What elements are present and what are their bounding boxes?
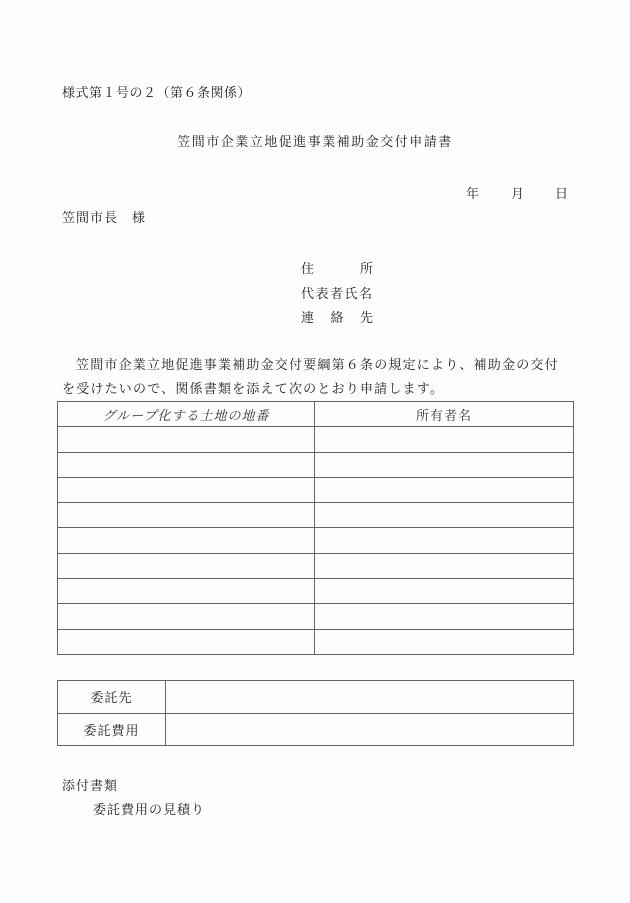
table-row [58,713,574,746]
parcel-number-cell[interactable] [58,427,315,452]
owner-name-cell[interactable] [315,629,574,654]
owner-name-cell[interactable] [315,528,574,553]
owner-name-cell[interactable] [315,477,574,502]
attachments-heading: 添付書類 [62,779,119,794]
consignee-label: 委託先 [58,681,166,714]
address-label-char: 所 [359,262,373,277]
document-title: 笠間市企業立地促進事業補助金交付申請書 [177,135,453,150]
applicant-contact-label [301,307,373,326]
table-row [58,579,574,604]
statement-line-2: を受けたいので、関係書類を添えて次のとおり申請します。 [62,382,445,397]
table-row [58,528,574,553]
table-row [58,503,574,528]
owner-name-cell[interactable] [315,452,574,477]
parcel-number-cell[interactable] [58,579,315,604]
owner-name-cell[interactable] [315,579,574,604]
table-row [58,604,574,629]
address-label-char: 住 [301,262,315,277]
parcel-number-cell[interactable] [58,553,315,578]
table-row [58,452,574,477]
owner-name-cell[interactable] [315,553,574,578]
owner-name-cell[interactable] [315,503,574,528]
parcel-number-cell[interactable] [58,629,315,654]
table-row [58,629,574,654]
consignment-table [57,680,574,746]
addressee-honorific: 様 [132,211,147,226]
table-row [58,553,574,578]
owner-name-cell[interactable] [315,604,574,629]
contact-label-char: 連 [301,311,315,326]
table-header-row [58,402,574,427]
header-owner-name: 所有者名 [315,402,574,427]
parcel-number-cell[interactable] [58,503,315,528]
land-parcel-table [57,401,574,655]
attachment-item: 委託費用の見積り [93,803,206,818]
form-number: 様式第１号の２（第６条関係） [62,86,252,101]
addressee-name: 笠間市長 [62,211,119,226]
consignment-cost-value-cell[interactable] [166,713,574,746]
date-month-label: 月 [511,187,525,202]
owner-name-cell[interactable] [315,427,574,452]
consignee-value-cell[interactable] [166,681,574,714]
parcel-number-cell[interactable] [58,604,315,629]
applicant-representative-label: 代表者氏名 [301,287,374,302]
table-row [58,681,574,714]
parcel-number-cell[interactable] [58,528,315,553]
parcel-number-cell[interactable] [58,477,315,502]
date-day-label: 日 [555,187,569,202]
date-year-label: 年 [466,187,480,202]
application-statement [62,354,577,402]
statement-line-1: 笠間市企業立地促進事業補助金交付要綱第６条の規定により、補助金の交付 [76,358,559,373]
contact-label-char: 先 [359,311,373,326]
contact-label-char: 絡 [330,311,344,326]
table-row [58,477,574,502]
header-parcel-number: グループ化する土地の地番 [58,402,315,427]
consignment-cost-label: 委託費用 [58,713,166,746]
table-row [58,427,574,452]
applicant-address-label [301,258,373,277]
parcel-number-cell[interactable] [58,452,315,477]
addressee [62,207,146,226]
